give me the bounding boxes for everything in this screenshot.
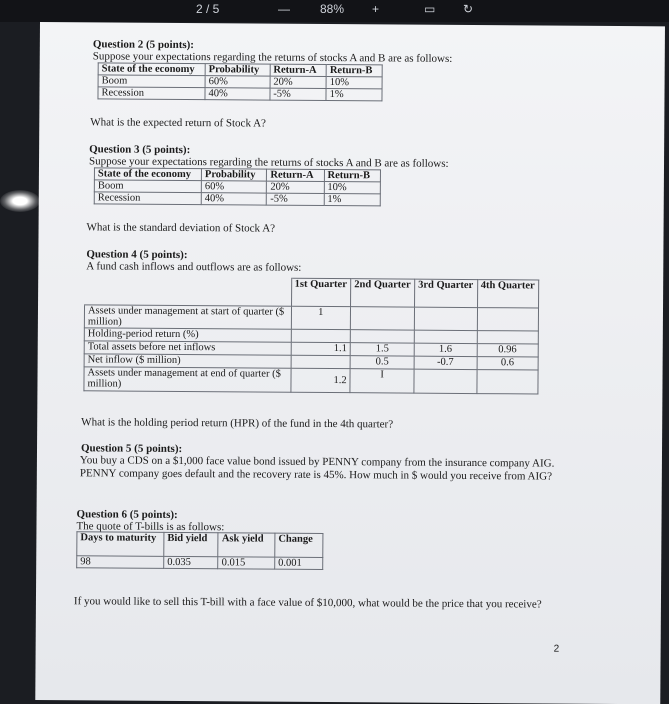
row-label: Total assets before net inflows [84, 341, 291, 355]
q6-table [76, 531, 323, 570]
table-header: Change [275, 533, 323, 557]
zoom-level: 88% [320, 2, 345, 16]
table-header: 4th Quarter [477, 280, 539, 308]
row-label: Net inflow ($ million) [84, 354, 291, 368]
table-cell [291, 329, 351, 342]
table-header: Ask yield [218, 533, 275, 557]
table-cell: Boom [98, 75, 205, 88]
table-header: Return-A [267, 169, 324, 181]
q6-intro: The quote of T-bills is as follows: [76, 520, 225, 534]
table-header: Probability [205, 64, 270, 76]
table-header: State of the economy [98, 63, 205, 76]
table-cell: 98 [77, 556, 164, 569]
q2-question: What is the expected return of Stock A? [90, 116, 266, 130]
table-cell [351, 307, 415, 330]
table-cell: 40% [201, 193, 267, 205]
table-cell: 1 [291, 306, 351, 329]
table-cell [476, 370, 538, 394]
table-cell: -0.7 [414, 356, 477, 369]
table-cell: 0.015 [218, 557, 275, 569]
table-header: Probability [201, 169, 267, 181]
table-cell: 1.5 [350, 343, 414, 356]
rotate-icon[interactable]: ↻ [463, 2, 474, 16]
table-cell: Boom [94, 180, 201, 193]
light-glare [0, 190, 40, 212]
table-cell: 0.035 [164, 556, 219, 568]
row-label: Assets under management at end of quarter ($ million) [84, 367, 291, 392]
q4-question: What is the holding period return (HPR) of the fund in the 4th quarter? [81, 416, 394, 431]
table-cell [414, 369, 477, 393]
q2-table [97, 62, 382, 101]
row-label: Assets under management at start of quarter ($ million) [84, 305, 291, 329]
table-header: 1st Quarter [291, 278, 351, 306]
q3-question: What is the standard deviation of Stock A? [86, 221, 276, 235]
table-cell: 60% [201, 181, 267, 193]
table-cell: 1.1 [291, 342, 351, 355]
table-cell: 1% [326, 88, 382, 100]
table-cell: 0.6 [477, 357, 539, 370]
table-cell: -5% [267, 193, 324, 205]
table-cell: Recession [94, 192, 201, 205]
table-cell: 10% [324, 181, 381, 193]
table-cell: 10% [326, 77, 382, 89]
viewer-toolbar [0, 0, 669, 22]
table-cell: 0.96 [477, 344, 539, 357]
q5-title: Question 5 (5 points): [80, 442, 183, 456]
table-cell [477, 308, 539, 331]
table-cell: 40% [205, 88, 270, 100]
page-number: 2 [553, 643, 560, 655]
document-page [35, 22, 665, 704]
table-cell: 60% [205, 76, 270, 88]
table-header: 3rd Quarter [414, 279, 477, 307]
page-indicator: 2 / 5 [196, 2, 220, 16]
table-header: Days to maturity [77, 532, 164, 557]
table-header: Return-A [270, 64, 327, 76]
table-cell: 20% [267, 181, 324, 193]
q4-title: Question 4 (5 points): [86, 248, 188, 262]
q2-intro: Suppose your expectations regarding the returns of stocks A and B are as follows: [92, 50, 453, 65]
zoom-in-button[interactable]: + [372, 2, 380, 16]
table-cell: 1.6 [414, 343, 477, 356]
table-cell: 1% [324, 193, 381, 205]
table-cell [477, 331, 539, 344]
zoom-out-button[interactable]: — [278, 2, 290, 16]
q3-table [94, 167, 381, 206]
row-label: Holding-period return (%) [84, 328, 291, 342]
table-cell [414, 330, 477, 343]
table-cell [291, 355, 351, 368]
q5-text: You buy a CDS on a $1,000 face value bond issued by PENNY company from the insurance company AIG. PENNY company goes default and the recovery rate is 45%. How much in $ would you receive from AIG? [79, 454, 555, 483]
table-cell: 1.2 [290, 368, 350, 392]
table-header: Return-B [326, 65, 382, 77]
table-cell: Recession [98, 87, 205, 100]
q3-intro: Suppose your expectations regarding the returns of stocks A and B are as follows: [88, 155, 449, 170]
q2-title: Question 2 (5 points): [92, 38, 195, 52]
q6-question: If you would like to sell this T-bill with a face value of $10,000, what would be the price that you receive? [73, 595, 542, 611]
text-cursor-icon: I [380, 369, 384, 381]
q4-intro: A fund cash inflows and outflows are as follows: [86, 260, 302, 274]
table-cell [414, 307, 477, 330]
table-header: State of the economy [94, 168, 201, 181]
q3-title: Question 3 (5 points): [89, 143, 191, 157]
q4-table [83, 276, 539, 394]
table-cell: 0.001 [275, 557, 323, 569]
table-cell [350, 330, 414, 343]
table-header: 2nd Quarter [351, 279, 415, 307]
q6-title: Question 6 (5 points): [76, 508, 178, 521]
table-header: Return-B [324, 169, 381, 181]
table-corner [85, 277, 292, 306]
table-cell: 20% [270, 76, 327, 88]
table-header: Bid yield [164, 532, 219, 556]
table-cell: 0.5 [350, 356, 414, 369]
fit-page-icon[interactable]: ▭ [424, 2, 436, 16]
table-cell: -5% [270, 88, 327, 100]
table-cell [350, 369, 414, 393]
